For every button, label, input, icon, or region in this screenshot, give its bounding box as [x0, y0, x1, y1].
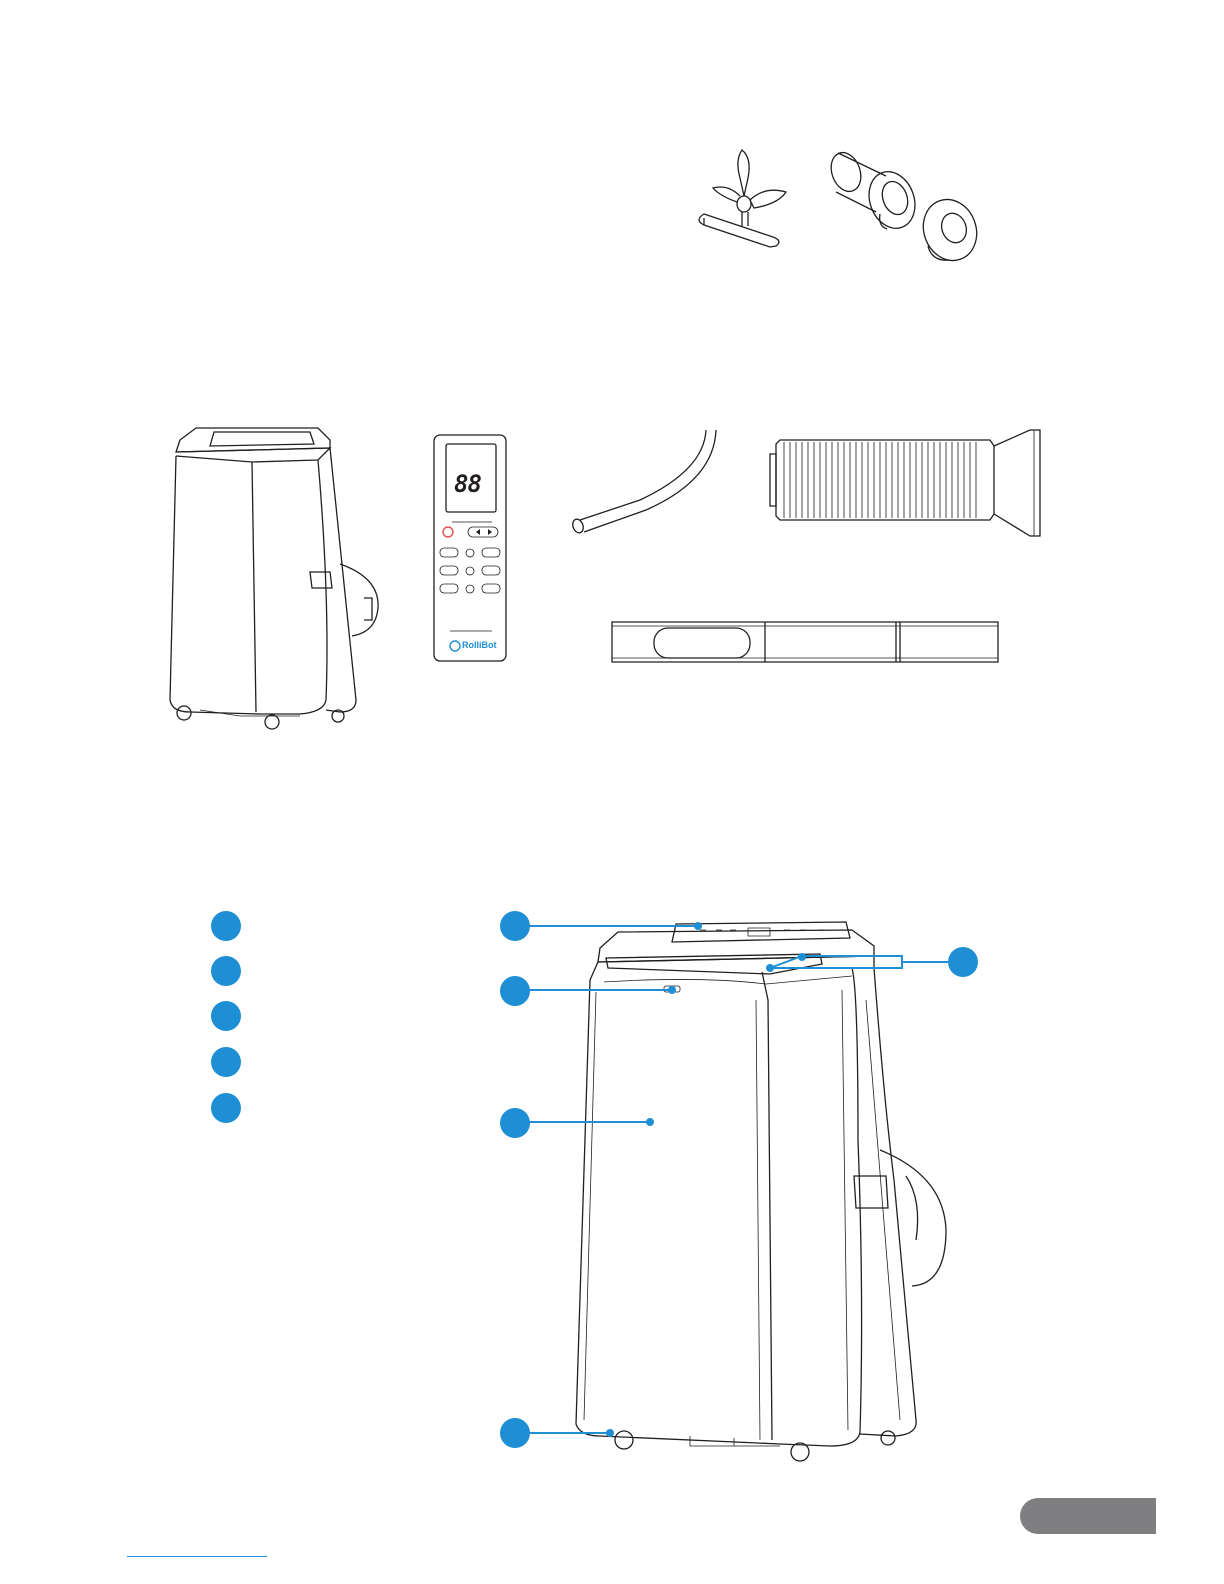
callout-marker-caster-wheel: [500, 1418, 530, 1448]
exhaust-hose-icon: [770, 430, 1040, 536]
callout-marker-air-louver: [948, 947, 978, 977]
portable-ac-unit-icon: [170, 428, 378, 729]
legend-marker-4: [211, 1047, 241, 1077]
remote-display-digits: 88: [454, 470, 481, 498]
remote-brand-text: RolliBot: [462, 640, 497, 650]
rubber-washer-icon: [915, 192, 985, 268]
drain-hose-icon: [571, 430, 716, 534]
footer-link-underline[interactable]: [127, 1556, 267, 1557]
window-slider-kit-icon: [612, 622, 998, 662]
drain-adapter-icon: [826, 148, 923, 234]
legend-marker-2: [211, 956, 241, 986]
remote-control-icon: [434, 435, 506, 661]
labeled-ac-unit-icon: [576, 922, 946, 1461]
legend-marker-1: [211, 911, 241, 941]
legend-marker-5: [211, 1093, 241, 1123]
legend-marker-3: [211, 1001, 241, 1031]
remote-brand-logo: [462, 640, 497, 650]
page-number-pill: [1020, 1498, 1156, 1534]
callout-marker-control-panel: [500, 911, 530, 941]
callout-marker-filter: [500, 976, 530, 1006]
wing-nut-bracket-icon: [699, 150, 786, 247]
callout-marker-front-panel: [500, 1108, 530, 1138]
